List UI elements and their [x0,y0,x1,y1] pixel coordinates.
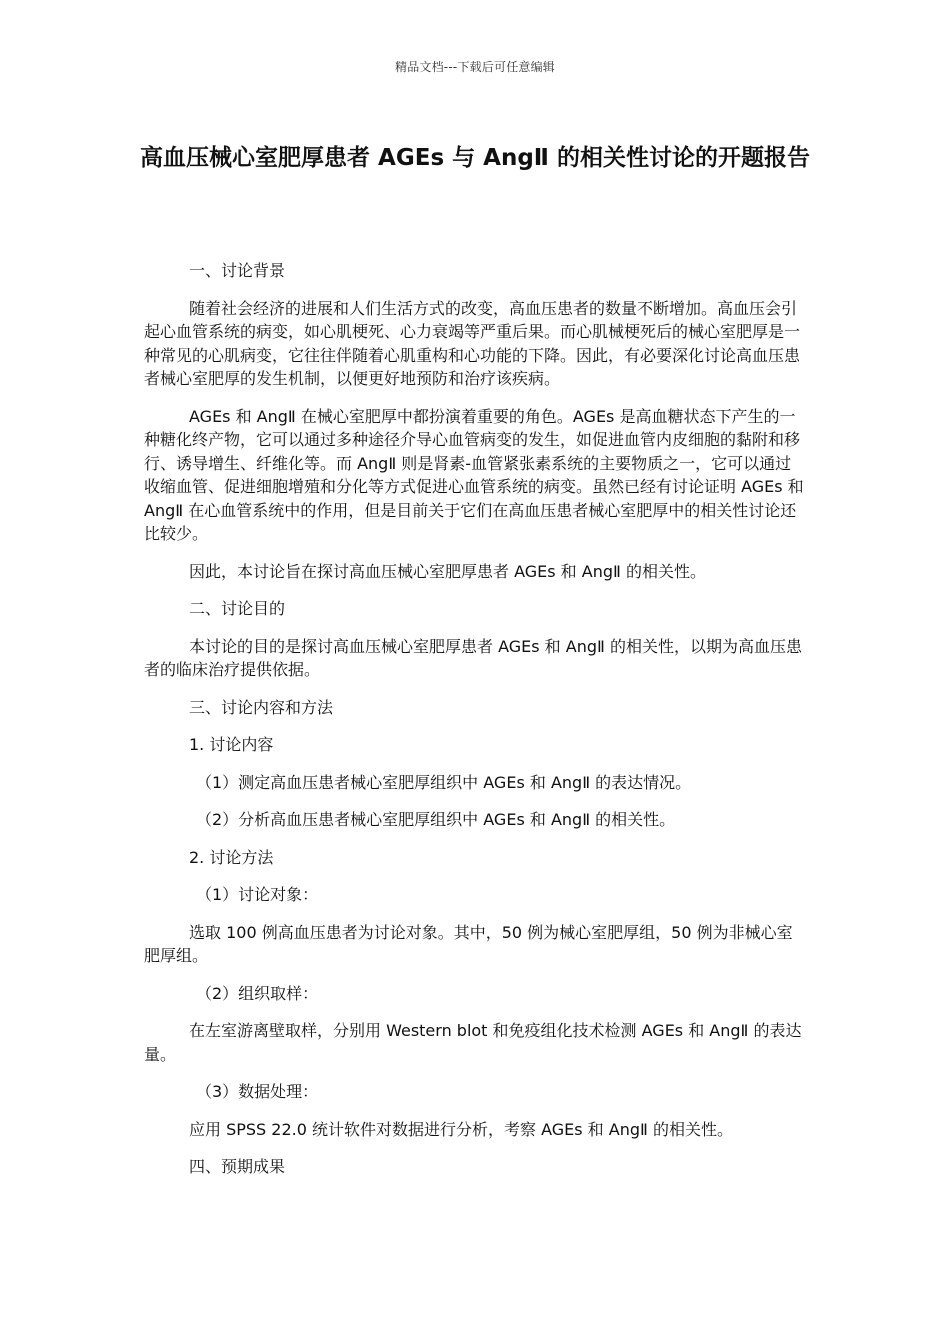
section-1-paragraph-1: 随着社会经济的进展和人们生活方式的改变，高血压患者的数量不断增加。高血压会引起心血管系统的病变，如心肌梗死、心力衰竭等严重后果。而心肌械梗死后的械心室肥厚是一种常见的心肌病变，它往往伴随着心肌重构和心功能的下降。因此，有必要深化讨论高血压患者械心室肥厚的发生机制，以便更好地预防和治疗该疾病。 [144,298,801,388]
section-3-1-item-2: （2）分析高血压患者械心室肥厚组织中 AGEs 和 AngⅡ 的相关性。 [196,810,676,829]
section-3-2-item-2-text: 在左室游离壁取样，分别用 Western blot 和免疫组化技术检测 AGEs 和 AngⅡ 的表达量。 [144,1021,802,1064]
header-note: 精品文档---下载后可任意编辑 [395,60,555,74]
section-2-paragraph-1: 本讨论的目的是探讨高血压械心室肥厚患者 AGEs 和 AngⅡ 的相关性，以期为高血压患者的临床治疗提供依据。 [144,636,802,679]
document-body [144,259,804,1193]
section-1-paragraph-2: AGEs 和 AngⅡ 在械心室肥厚中都扮演着重要的角色。AGEs 是高血糖状态下产生的一种糖化终产物，它可以通过多种途径介导心血管病变的发生，如促进血管内皮细胞的黏附和移行、诱导增生、纤维化等。而 AngⅡ 则是肾素-血管紧张素系统的主要物质之一，它可以通过收缩血管、促进细胞增殖和分化等方式促进心血管系统的病变。虽然已经有讨论证明 AGEs 和 AngⅡ 在心血管系统中的作用，但是目前关于它们在高血压患者械心室肥厚中的相关性讨论还比较少。 [144,406,804,543]
section-4-heading: 四、预期成果 [189,1157,286,1176]
document-title: 高血压械心室肥厚患者 AGEs 与 AngⅡ 的相关性讨论的开题报告 [140,145,810,171]
section-3-2-item-3-heading: （3）数据处理： [196,1082,319,1101]
section-3-heading: 三、讨论内容和方法 [189,697,334,717]
section-2-heading: 二、讨论目的 [189,599,286,618]
section-1-paragraph-3: 因此，本讨论旨在探讨高血压械心室肥厚患者 AGEs 和 AngⅡ 的相关性。 [189,561,706,581]
section-3-1-item-1: （1）测定高血压患者械心室肥厚组织中 AGEs 和 AngⅡ 的表达情况。 [196,772,692,792]
section-3-2-item-3-text: 应用 SPSS 22.0 统计软件对数据进行分析，考察 AGEs 和 AngⅡ 的相关性。 [189,1119,733,1139]
section-3-1-heading: 1. 讨论内容 [189,735,274,754]
section-3-2-heading: 2. 讨论方法 [189,847,274,867]
section-3-2-item-1-text: 选取 100 例高血压患者为讨论对象。其中，50 例为械心室肥厚组，50 例为非械心室肥厚组。 [144,922,793,965]
section-3-2-item-1-heading: （1）讨论对象： [196,885,319,904]
section-3-2-item-2-heading: （2）组织取样： [196,983,319,1003]
section-1-heading: 一、讨论背景 [189,261,286,280]
